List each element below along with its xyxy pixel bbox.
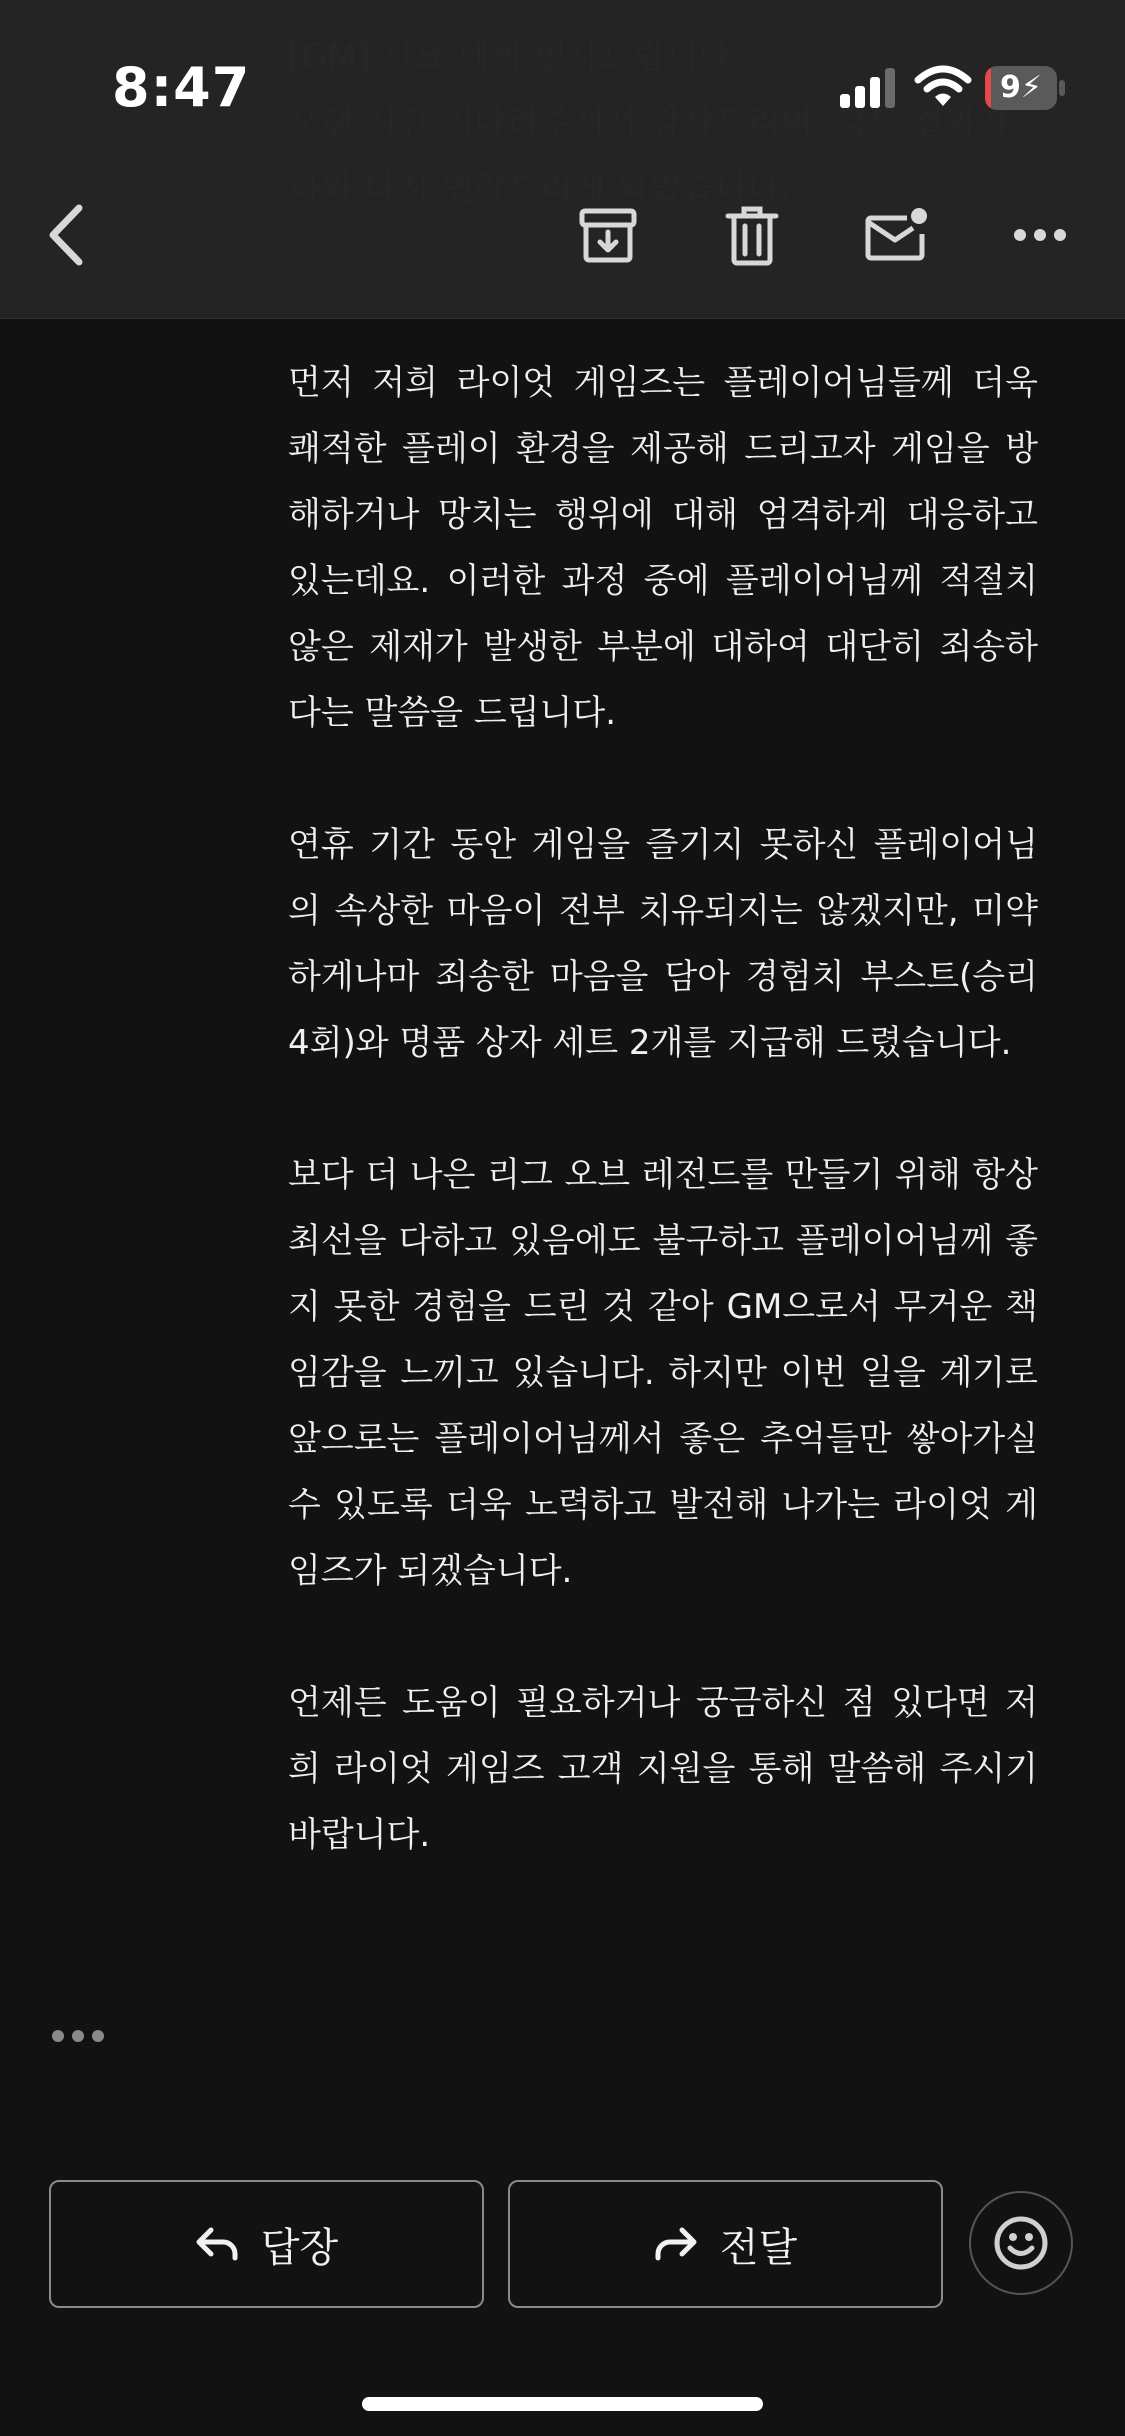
chevron-left-icon: [41, 200, 91, 270]
home-indicator: [362, 2397, 763, 2411]
cellular-signal-icon: [840, 68, 900, 108]
archive-button[interactable]: [568, 195, 648, 275]
battery-level: 9⚡: [1000, 70, 1042, 105]
delete-button[interactable]: [712, 195, 792, 275]
more-options-button[interactable]: [1000, 195, 1080, 275]
body-paragraph: 보다 더 나은 리그 오브 레전드를 만들기 위해 항상 최선을 다하고 있음에도 불구하고 플레이어님께 좋지 못한 경험을 드린 것 같아 GM으로서 무거운 책임감을 느끼고 있습니다. 하지만 이번 일을 계기로 앞으로는 플레이어님께서 좋은 추억들만 쌓아가실 수 있도록 더욱 노력하고 발전해 나가는 라이엇 게임즈가 되겠습니다.: [288, 1155, 1038, 1591]
reply-arrow-icon: [195, 2226, 239, 2262]
smiley-icon: [993, 2215, 1049, 2271]
wifi-icon: [914, 64, 972, 108]
mark-unread-button[interactable]: [856, 195, 936, 275]
forward-label: 전달: [719, 2224, 798, 2271]
body-paragraph: 연휴 기간 동안 게임을 즐기지 못하신 플레이어님의 속상한 마음이 전부 치유되지는 않겠지만, 미약하게나마 죄송한 마음을 담아 경험치 부스트(승리 4회)와 명품 상자 세트 2개를 지급해 드렸습니다.: [288, 825, 1038, 1063]
charging-bolt-icon: ⚡: [1020, 70, 1042, 105]
archive-icon: [578, 205, 638, 265]
emoji-reaction-button[interactable]: [969, 2191, 1073, 2295]
body-paragraph: 먼저 저희 라이엇 게임즈는 플레이어님들께 더욱 쾌적한 플레이 환경을 제공해 드리고자 게임을 방해하거나 망치는 행위에 대해 엄격하게 대응하고 있는데요. 이러한 과정 중에 플레이어님께 적절치 않은 제재가 발생한 부분에 대하여 대단히 죄송하다는 말씀을 드립니다.: [288, 363, 1038, 733]
battery-cap: [1059, 80, 1065, 96]
reply-label: 답장: [260, 2224, 339, 2271]
status-time: 8:47: [112, 56, 251, 119]
forward-arrow-icon: [654, 2226, 698, 2262]
status-bar: [0, 0, 1125, 180]
email-body: [288, 350, 1038, 1934]
forward-button[interactable]: [508, 2180, 943, 2308]
battery-indicator: [985, 66, 1065, 112]
ellipsis-icon: [1012, 227, 1068, 243]
trash-icon: [724, 204, 780, 266]
back-button[interactable]: [26, 195, 106, 275]
show-quoted-text-button[interactable]: [50, 2016, 110, 2056]
mail-unread-icon: [863, 206, 929, 264]
reply-button[interactable]: [49, 2180, 484, 2308]
battery-body: [985, 66, 1057, 110]
body-paragraph: 언제든 도움이 필요하거나 궁금하신 점 있다면 저희 라이엇 게임즈 고객 지원을 통해 말씀해 주시기 바랍니다.: [288, 1683, 1038, 1855]
